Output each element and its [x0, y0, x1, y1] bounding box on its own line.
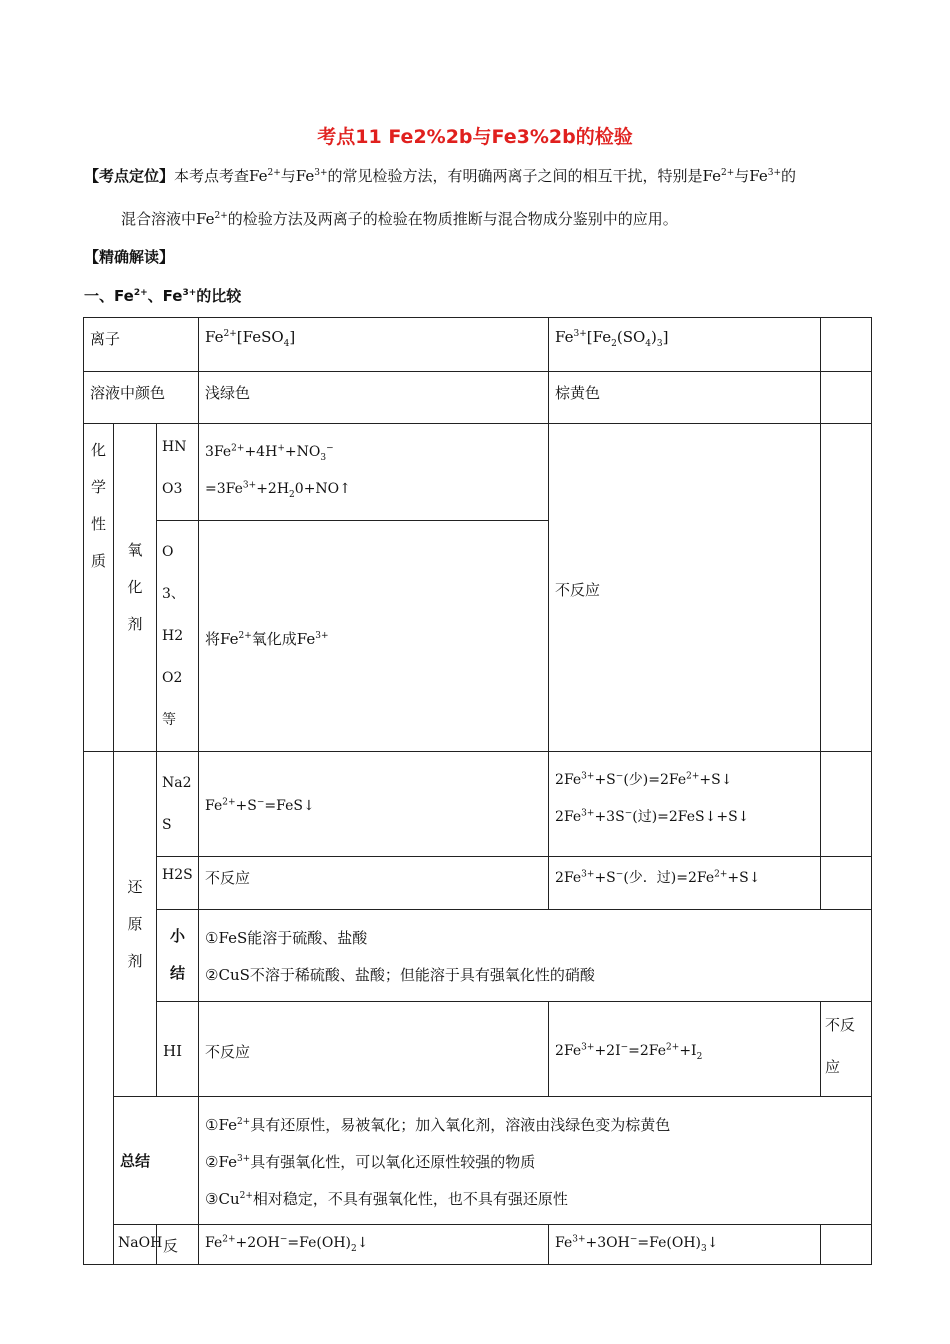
- t: Fe: [205, 1235, 223, 1251]
- cell-naoh: NaOH: [114, 1225, 157, 1265]
- sup: 2+: [238, 630, 252, 641]
- cell-empty: [821, 424, 872, 752]
- sup: 2+: [239, 1191, 253, 1201]
- t: 2Fe: [555, 772, 582, 788]
- cell-hi-fe3: [549, 1002, 821, 1097]
- cell-hno3: HNO3: [157, 424, 199, 521]
- sup: 2+: [236, 1117, 251, 1127]
- cell-oxidant: [114, 424, 157, 752]
- cell-fe3-color: 棕黄色: [549, 372, 821, 424]
- sub: 4: [283, 339, 290, 349]
- table-row: [84, 1097, 872, 1225]
- t: +2H: [256, 481, 290, 497]
- cell-fe3-ion: [549, 318, 821, 372]
- table-row: [84, 424, 872, 521]
- sup: −: [629, 1234, 638, 1245]
- page-title: 考点11 Fe2%2b与Fe3%2b的检验: [317, 126, 633, 148]
- sup: −: [256, 797, 265, 808]
- cell-h2s-fe2: 不反应: [199, 857, 549, 910]
- sup: 2+: [267, 168, 281, 178]
- intro-text: 与Fe: [280, 167, 315, 185]
- t: ③Cu: [205, 1190, 240, 1208]
- sup: −: [620, 1042, 629, 1053]
- intro-text: 与Fe: [734, 167, 768, 185]
- sub: 3: [701, 1243, 707, 1254]
- t: +I: [679, 1043, 697, 1059]
- sub: 3: [656, 339, 663, 349]
- cell-empty: [821, 372, 872, 424]
- t: ): [651, 328, 657, 346]
- heading-text: 的比较: [196, 287, 242, 305]
- t: [FeSO: [236, 328, 284, 346]
- heading-text: 、Fe: [147, 287, 183, 305]
- cell-fe3-no-react: 不反应: [549, 424, 821, 752]
- sup: 3+: [767, 168, 782, 178]
- sup: 2+: [714, 869, 728, 880]
- intro-text: 混合溶液中Fe: [121, 210, 215, 228]
- sup: 3+: [572, 1234, 586, 1245]
- cell-hi-last: 不反应: [821, 1002, 872, 1097]
- cell-zongjie-text: [199, 1097, 872, 1225]
- sup: 2+: [133, 288, 148, 298]
- t: +NO: [284, 444, 321, 460]
- t: Fe: [205, 798, 223, 814]
- t: 3Fe: [205, 444, 232, 460]
- sup: −: [615, 771, 624, 782]
- sup: 2+: [222, 1234, 236, 1245]
- t: ①Fe: [205, 1116, 237, 1134]
- t: +S↓: [727, 870, 761, 886]
- cell-empty: [821, 318, 872, 372]
- t: =Fe(OH): [637, 1235, 701, 1251]
- t: 具有强氧化性，可以氧化还原性较强的物质: [250, 1153, 536, 1171]
- sup: 3+: [182, 288, 197, 298]
- sup: 2+: [686, 771, 700, 782]
- sub: 4: [645, 339, 652, 349]
- cell-reductant: [114, 752, 157, 1097]
- sup: 3+: [314, 168, 328, 178]
- cell-empty: [84, 752, 114, 1265]
- t: ①FeS能溶于硫酸、盐酸: [205, 929, 368, 947]
- t: =Fe(OH): [287, 1235, 351, 1251]
- t: ②Fe: [205, 1153, 237, 1171]
- sup: 2+: [666, 1042, 680, 1053]
- cell-empty: [821, 857, 872, 910]
- sup: −: [624, 808, 633, 819]
- cell-color-label: 溶液中颜色: [84, 372, 199, 424]
- t: 2Fe: [555, 809, 582, 825]
- cell-empty: [821, 1225, 872, 1265]
- t: Fe: [555, 1235, 573, 1251]
- sup: 2+: [222, 797, 236, 808]
- sup: 2+: [223, 329, 237, 339]
- sup: 2+: [231, 443, 245, 454]
- table-row: [84, 857, 872, 910]
- t: (SO: [616, 328, 646, 346]
- t: +S: [594, 772, 616, 788]
- intro-text: 的检验方法及两离子的检验在物质推断与混合物成分鉴别中的应用。: [227, 210, 678, 228]
- sub: 3: [320, 452, 327, 463]
- sup: 3+: [236, 1154, 251, 1164]
- t: Fe: [555, 328, 574, 346]
- t: 相对稳定，不具有强氧化性，也不具有强还原性: [252, 1190, 568, 1208]
- sup: 3+: [581, 1042, 595, 1053]
- t: (少)=2Fe: [623, 772, 687, 788]
- intro-text: 本考点考查Fe: [174, 167, 268, 185]
- intro-text: 的常见检验方法，有明确两离子之间的相互干扰，特别是Fe: [327, 167, 721, 185]
- sup: 3+: [581, 808, 595, 819]
- table-row: [84, 1225, 872, 1265]
- cell-naoh-fe2: [199, 1225, 549, 1265]
- sup: 3+: [315, 630, 329, 641]
- cell-hi-fe2: 不反应: [199, 1002, 549, 1097]
- t: 2Fe: [555, 1043, 582, 1059]
- sup: 3+: [573, 329, 587, 339]
- sub: 2: [289, 489, 295, 500]
- table-row: [84, 910, 872, 1002]
- t: =FeS↓: [264, 798, 315, 814]
- t: Fe: [205, 328, 224, 346]
- t: +4H: [244, 444, 278, 460]
- t: +S: [594, 870, 616, 886]
- cell-zongjie: 总结: [114, 1097, 199, 1225]
- t: +2I: [594, 1043, 621, 1059]
- sup: −: [326, 443, 334, 454]
- sup: 2+: [720, 168, 735, 178]
- table-row: [84, 752, 872, 857]
- sub: 2: [351, 1243, 357, 1254]
- reductant-label: 还原剂: [127, 877, 143, 970]
- t: +3OH: [585, 1235, 630, 1251]
- sup: 3+: [242, 480, 257, 491]
- t: [Fe: [586, 328, 612, 346]
- cell-chem-prop: 化学性质: [84, 424, 114, 752]
- t: ②CuS不溶于稀硫酸、盐酸；但能溶于具有强氧化性的硝酸: [205, 966, 595, 984]
- cell-hno3-fe2: [199, 424, 549, 521]
- sub: 2: [696, 1051, 703, 1062]
- intro-paragraph: [84, 165, 874, 187]
- t: ↓: [706, 1235, 719, 1251]
- sup: −: [279, 1234, 288, 1245]
- t: (过)=2FeS↓+S↓: [632, 809, 750, 825]
- t: 2Fe: [555, 870, 582, 886]
- xiaojie-label: 小结: [170, 927, 186, 982]
- section-heading: 【精确解读】: [84, 248, 175, 266]
- cell-fe2-color: 浅绿色: [199, 372, 549, 424]
- sup: 2+: [214, 211, 228, 221]
- sub: 2: [611, 339, 617, 349]
- t: 0+NO↑: [294, 481, 351, 497]
- comparison-table: [83, 317, 872, 1265]
- t: +3S: [594, 809, 625, 825]
- sup: +: [277, 443, 285, 454]
- cell-na2s-fe2: [199, 752, 549, 857]
- cell-fan: 反: [157, 1225, 199, 1265]
- cell-ion-label: 离子: [84, 318, 199, 372]
- t: 氧化成Fe: [251, 629, 316, 648]
- t: =2Fe: [628, 1043, 667, 1059]
- t: (少．过)=2Fe: [623, 870, 715, 886]
- cell-na2s: Na2S: [157, 752, 199, 857]
- t: =3Fe: [205, 481, 243, 497]
- t: 具有还原性，易被氧化；加入氧化剂，溶液由浅绿色变为棕黄色: [250, 1116, 671, 1134]
- t: ]: [289, 328, 296, 346]
- cell-o3-h2o2: O3、H2O2等: [157, 521, 199, 752]
- cell-h2s-fe3: [549, 857, 821, 910]
- t: 将Fe: [205, 629, 239, 648]
- sup: 3+: [581, 771, 595, 782]
- intro-paragraph-cont: [121, 208, 881, 229]
- cell-hi: HI: [157, 1002, 199, 1097]
- t: ]: [662, 328, 669, 346]
- t: +S: [235, 798, 257, 814]
- heading-text: 一、Fe: [84, 287, 134, 305]
- table-row: [84, 1002, 872, 1097]
- cell-o3-fe2: [199, 521, 549, 752]
- cell-fe2-ion: [199, 318, 549, 372]
- cell-empty: [821, 752, 872, 857]
- oxidant-label: 氧化剂: [127, 541, 143, 633]
- intro-label: 【考点定位】: [84, 167, 175, 185]
- sup: 3+: [581, 869, 595, 880]
- table-row: [84, 318, 872, 372]
- cell-na2s-fe3: [549, 752, 821, 857]
- table-row: [84, 372, 872, 424]
- t: ↓: [356, 1235, 369, 1251]
- cell-xiaojie-text: [199, 910, 872, 1002]
- cell-h2s: H2S: [157, 857, 199, 910]
- t: +2OH: [235, 1235, 280, 1251]
- intro-text: 的: [781, 167, 797, 185]
- cell-naoh-fe3: [549, 1225, 821, 1265]
- section-heading-1: [84, 285, 241, 306]
- sup: −: [615, 869, 624, 880]
- t: +S↓: [699, 772, 733, 788]
- cell-xiaojie: [157, 910, 199, 1002]
